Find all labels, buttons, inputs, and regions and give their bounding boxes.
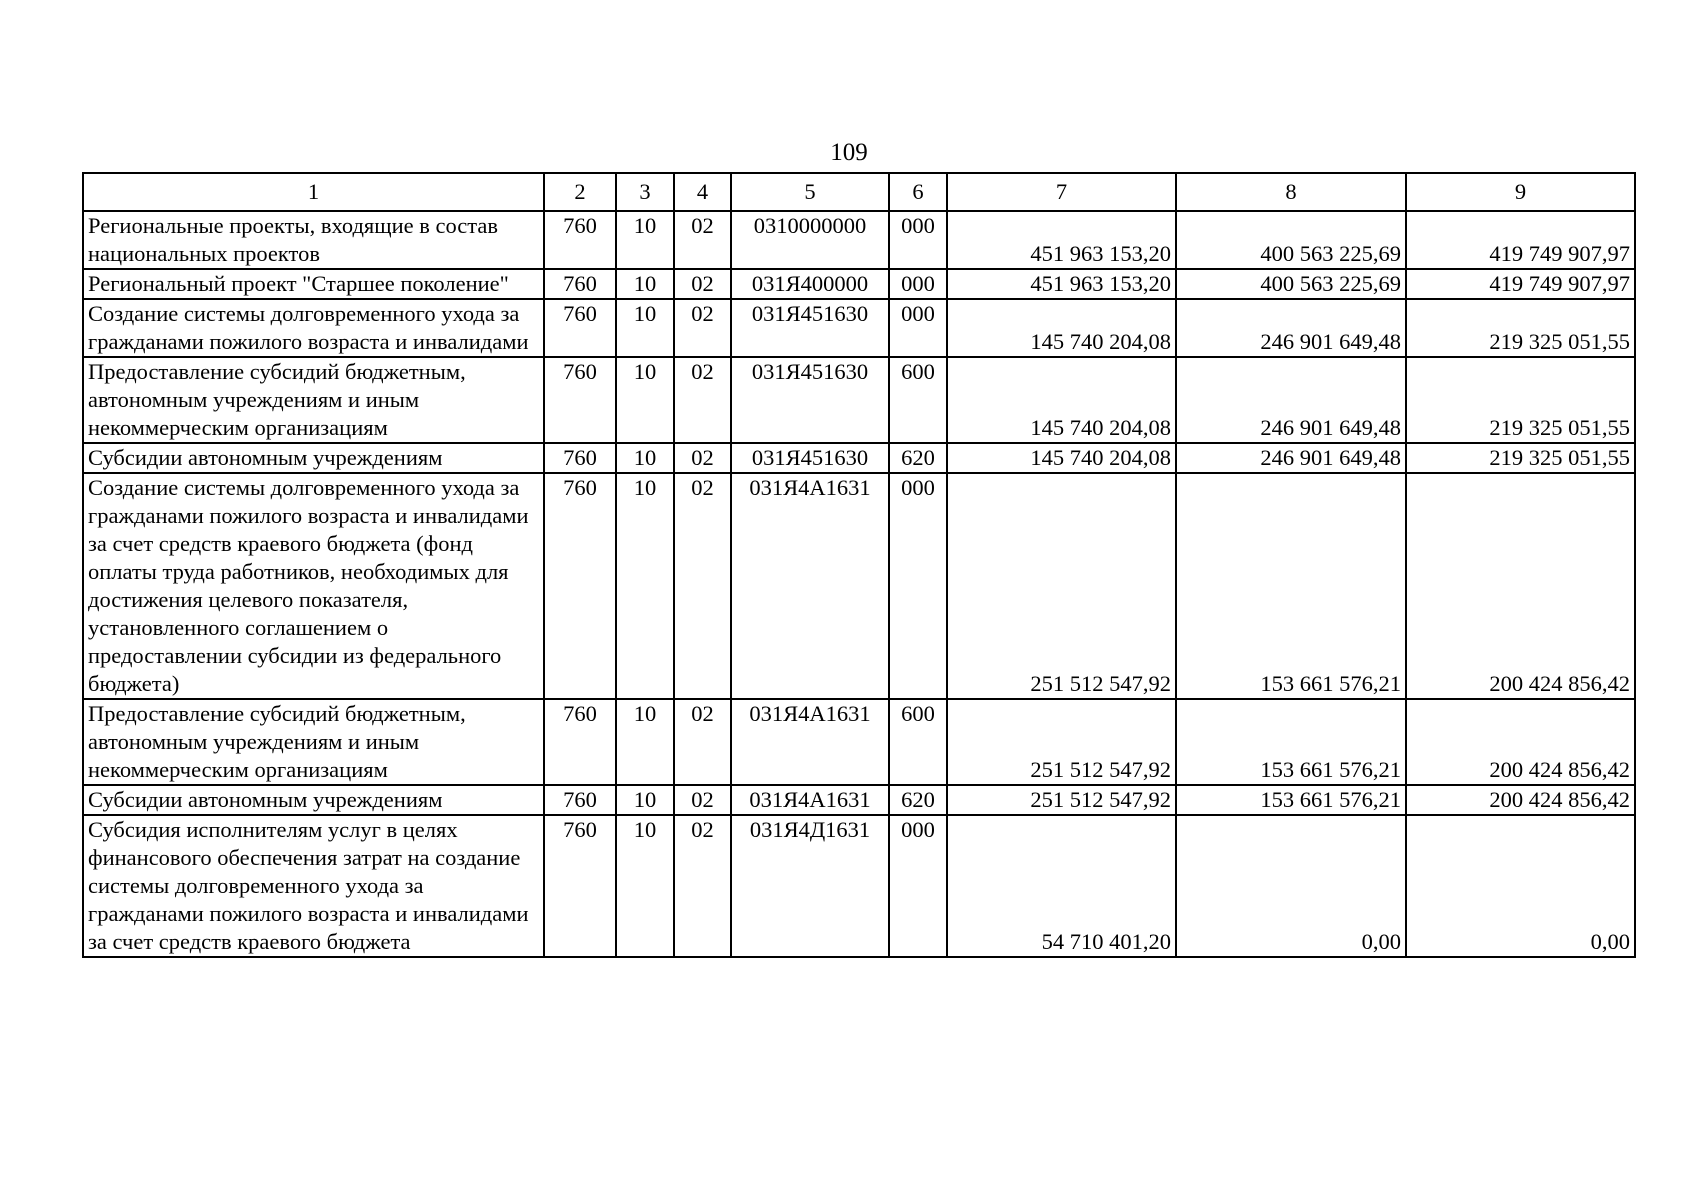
- table-row: [83, 211, 1635, 269]
- cell-col2: 760: [544, 299, 616, 357]
- cell-col3: 10: [616, 269, 674, 299]
- cell-col8: 153 661 576,21: [1176, 785, 1406, 815]
- cell-col6: 000: [889, 815, 947, 957]
- cell-col8: 0,00: [1176, 815, 1406, 957]
- header-row: [83, 173, 1635, 211]
- cell-col8: 400 563 225,69: [1176, 211, 1406, 269]
- cell-col7: 145 740 204,08: [947, 299, 1176, 357]
- cell-col3: 10: [616, 699, 674, 785]
- cell-col2: 760: [544, 473, 616, 699]
- table-row: [83, 699, 1635, 785]
- cell-col2: 760: [544, 211, 616, 269]
- cell-col3: 10: [616, 785, 674, 815]
- cell-col3: 10: [616, 473, 674, 699]
- row-name: Создание системы долговременного ухода за гражданами пожилого возраста и инвалидами: [83, 299, 544, 357]
- cell-col4: 02: [674, 785, 731, 815]
- cell-col6: 000: [889, 473, 947, 699]
- cell-col2: 760: [544, 785, 616, 815]
- cell-col9: 419 749 907,97: [1406, 269, 1635, 299]
- cell-col9: 200 424 856,42: [1406, 785, 1635, 815]
- cell-col7: 145 740 204,08: [947, 443, 1176, 473]
- cell-col6: 000: [889, 211, 947, 269]
- table-row: [83, 269, 1635, 299]
- cell-col9: 219 325 051,55: [1406, 443, 1635, 473]
- cell-col3: 10: [616, 299, 674, 357]
- cell-col8: 246 901 649,48: [1176, 357, 1406, 443]
- column-header: 8: [1176, 173, 1406, 211]
- cell-col6: 000: [889, 269, 947, 299]
- cell-col9: 200 424 856,42: [1406, 473, 1635, 699]
- cell-col8: 246 901 649,48: [1176, 299, 1406, 357]
- cell-col4: 02: [674, 443, 731, 473]
- table-row: [83, 785, 1635, 815]
- cell-col5: 031Я4Д1631: [731, 815, 889, 957]
- cell-col2: 760: [544, 699, 616, 785]
- cell-col5: 031Я4А1631: [731, 473, 889, 699]
- cell-col9: 219 325 051,55: [1406, 357, 1635, 443]
- cell-col6: 620: [889, 443, 947, 473]
- cell-col3: 10: [616, 443, 674, 473]
- cell-col2: 760: [544, 357, 616, 443]
- cell-col2: 760: [544, 815, 616, 957]
- cell-col3: 10: [616, 211, 674, 269]
- cell-col5: 031Я4А1631: [731, 785, 889, 815]
- table-row: [83, 473, 1635, 699]
- row-name: Региональный проект "Старшее поколение": [83, 269, 544, 299]
- cell-col4: 02: [674, 815, 731, 957]
- column-header: 2: [544, 173, 616, 211]
- cell-col9: 200 424 856,42: [1406, 699, 1635, 785]
- cell-col9: 419 749 907,97: [1406, 211, 1635, 269]
- cell-col5: 031Я4А1631: [731, 699, 889, 785]
- column-header: 6: [889, 173, 947, 211]
- cell-col8: 153 661 576,21: [1176, 699, 1406, 785]
- row-name: Региональные проекты, входящие в состав национальных проектов: [83, 211, 544, 269]
- cell-col6: 000: [889, 299, 947, 357]
- row-name: Предоставление субсидий бюджетным, автономным учреждениям и иным некоммерческим организациям: [83, 357, 544, 443]
- cell-col7: 251 512 547,92: [947, 473, 1176, 699]
- cell-col8: 246 901 649,48: [1176, 443, 1406, 473]
- table-row: [83, 443, 1635, 473]
- cell-col7: 54 710 401,20: [947, 815, 1176, 957]
- cell-col7: 251 512 547,92: [947, 699, 1176, 785]
- cell-col5: 0310000000: [731, 211, 889, 269]
- row-name: Субсидии автономным учреждениям: [83, 443, 544, 473]
- budget-table: [82, 172, 1636, 958]
- page-number: 109: [830, 139, 868, 166]
- table-row: [83, 299, 1635, 357]
- column-header: 7: [947, 173, 1176, 211]
- table-row: [83, 357, 1635, 443]
- row-name: Предоставление субсидий бюджетным, автономным учреждениям и иным некоммерческим организациям: [83, 699, 544, 785]
- column-header: 4: [674, 173, 731, 211]
- row-name: Субсидия исполнителям услуг в целях финансового обеспечения затрат на создание системы долговременного ухода за гражданами пожилого возраста и инвалидами за счет средств краевого бюджета: [83, 815, 544, 957]
- cell-col4: 02: [674, 473, 731, 699]
- cell-col3: 10: [616, 815, 674, 957]
- cell-col8: 153 661 576,21: [1176, 473, 1406, 699]
- table-row: [83, 815, 1635, 957]
- cell-col5: 031Я451630: [731, 299, 889, 357]
- column-header: 5: [731, 173, 889, 211]
- cell-col6: 600: [889, 699, 947, 785]
- cell-col9: 0,00: [1406, 815, 1635, 957]
- cell-col5: 031Я451630: [731, 443, 889, 473]
- cell-col4: 02: [674, 699, 731, 785]
- cell-col4: 02: [674, 211, 731, 269]
- row-name: Субсидии автономным учреждениям: [83, 785, 544, 815]
- cell-col2: 760: [544, 443, 616, 473]
- cell-col5: 031Я400000: [731, 269, 889, 299]
- column-header: 1: [83, 173, 544, 211]
- cell-col7: 451 963 153,20: [947, 269, 1176, 299]
- cell-col4: 02: [674, 269, 731, 299]
- cell-col3: 10: [616, 357, 674, 443]
- cell-col5: 031Я451630: [731, 357, 889, 443]
- cell-col7: 251 512 547,92: [947, 785, 1176, 815]
- cell-col2: 760: [544, 269, 616, 299]
- cell-col4: 02: [674, 357, 731, 443]
- cell-col8: 400 563 225,69: [1176, 269, 1406, 299]
- column-header: 3: [616, 173, 674, 211]
- column-header: 9: [1406, 173, 1635, 211]
- cell-col4: 02: [674, 299, 731, 357]
- cell-col6: 620: [889, 785, 947, 815]
- cell-col7: 451 963 153,20: [947, 211, 1176, 269]
- cell-col7: 145 740 204,08: [947, 357, 1176, 443]
- row-name: Создание системы долговременного ухода за гражданами пожилого возраста и инвалидами за счет средств краевого бюджета (фонд оплаты труда работников, необходимых для достижения целевого показателя, установленного соглашением о предоставлении субсидии из федерального бюджета): [83, 473, 544, 699]
- cell-col9: 219 325 051,55: [1406, 299, 1635, 357]
- cell-col6: 600: [889, 357, 947, 443]
